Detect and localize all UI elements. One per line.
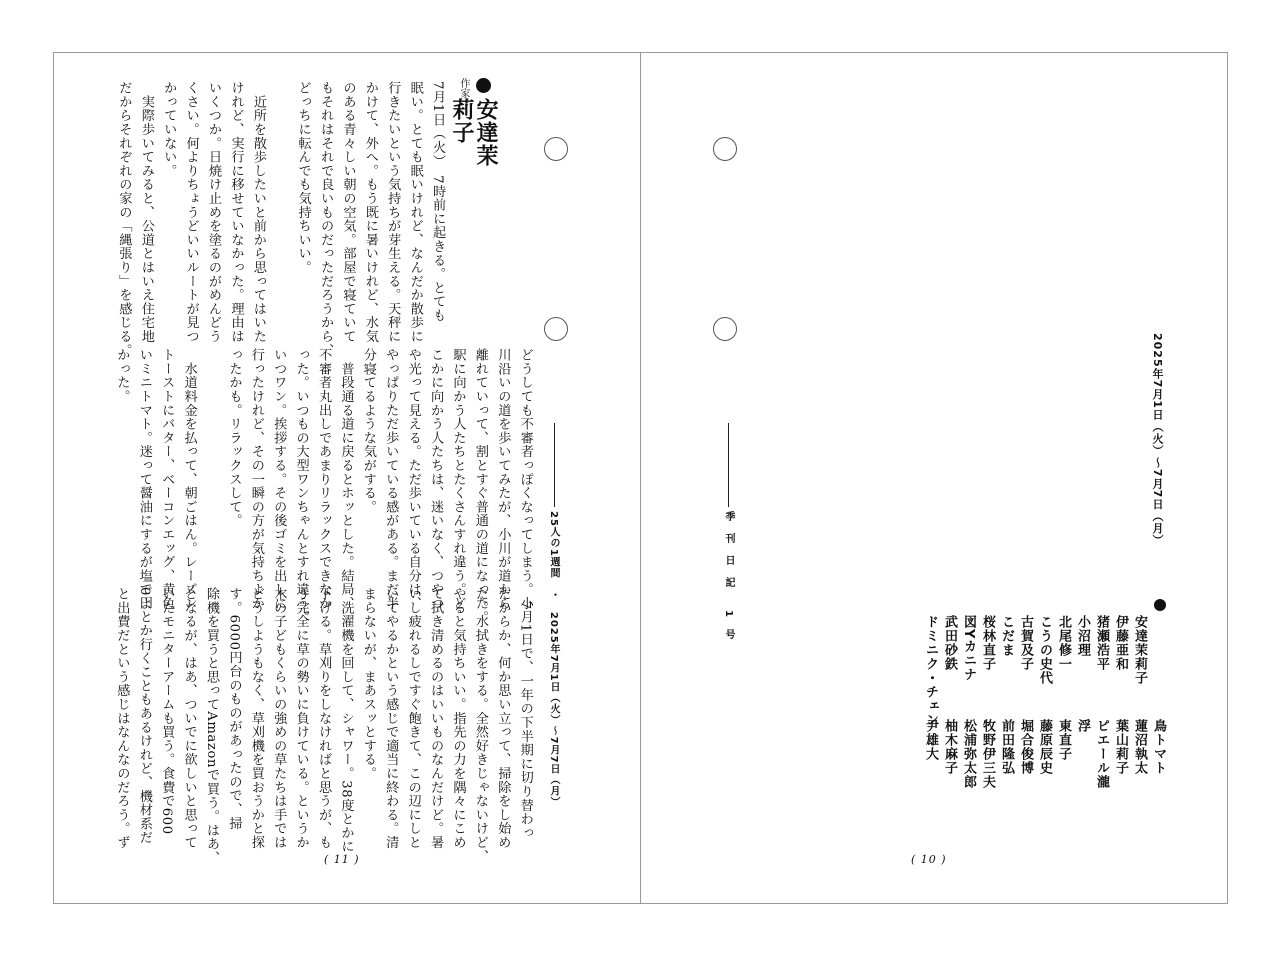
contributor-name: 牧野伊三夫 <box>980 719 995 789</box>
text-line: かけて、外へ。もう既に暑いけれど、水気 <box>362 81 378 344</box>
punch-hole-icon <box>544 317 568 341</box>
text-line: のある青々しい朝の空気。部屋で寝ていて <box>340 81 356 344</box>
text-line: 近所を散歩したいと前から思ってはいた <box>250 81 266 344</box>
contributor-name: 葉山莉子 <box>1113 719 1128 775</box>
text-line: 行きたいという気持ちが芽生える。天秤に <box>385 81 401 344</box>
punch-hole-icon <box>713 317 737 341</box>
contributor-name: 前田隆弘 <box>999 719 1014 775</box>
contributors-list-2 <box>921 719 1168 839</box>
contributor-name: ドミニク・チェン <box>923 615 938 727</box>
text-line: 普段通る道に戻るとホッとした。結局、 <box>338 348 354 611</box>
right-footer: 季 刊 日 記 1 号 <box>723 511 734 640</box>
text-line: やっぱりただ歩いている感がある。まだ半 <box>383 348 399 611</box>
text-line: だからそれぞれの家の「縄張り」を感じる。 <box>116 81 132 357</box>
text-line: 駅に向かう人たちとたくさんすれ違う。ど <box>450 348 466 611</box>
diary-block-c <box>110 587 536 865</box>
text-line: 除機を買うと思ってAmazonで買う。はあ、 <box>204 587 220 865</box>
text-line: 川沿いの道を歩いてみたが、小川が道から <box>495 348 511 611</box>
text-line: かっていない。 <box>161 81 177 178</box>
contributor-name: 図Yカニナ <box>961 615 976 682</box>
text-line: こかに向かう人たちは、迷いなく、つやつ <box>428 348 444 611</box>
left-page <box>53 52 641 904</box>
contributor-name: こうの史代 <box>1037 615 1052 685</box>
contributor-name: 柚木麻子 <box>942 719 957 775</box>
text-line: 分寝てるような気がする。 <box>360 348 376 514</box>
contributor-name: 浮 <box>1075 719 1090 733</box>
text-line: どっちに転んでも気持ちいい。 <box>295 81 311 275</box>
text-line <box>269 81 291 349</box>
page-number: ( 10 ) <box>911 853 947 866</box>
text-line: けれど、実行に移せていなかった。理由は <box>228 81 244 344</box>
contributor-name: 桜林直子 <box>980 615 995 671</box>
left-footer: 25人の1週間 ・ 2025年7月1日（火）〜7月7日（月） <box>548 511 559 808</box>
contributor-name: こだま <box>999 615 1014 657</box>
contributor-name: 堀合俊博 <box>1018 719 1033 775</box>
text-line: て拭き清めるのはいいものなんだけど。暑 <box>428 587 444 850</box>
author-name: 安達茉莉子 <box>449 98 498 167</box>
contributor-name: 北尾修一 <box>1056 615 1071 671</box>
contributor-name: 猪瀬浩平 <box>1094 615 1109 671</box>
text-line: 水道料金を払って、朝ごはん。レーズン <box>181 348 197 611</box>
text-line: かった。 <box>114 348 130 404</box>
text-line: 0円とか行くこともあるけれど、機材系だ <box>136 587 152 845</box>
text-line <box>200 348 222 578</box>
contributor-name: ピエール瀧 <box>1094 719 1109 789</box>
text-line: と出費だという感じはなんなのだろう。ず <box>114 587 130 850</box>
text-line: ったかも。リラックスして。 <box>226 348 242 528</box>
text-line: トーストにバター、ベーコンエッグ、黄色 <box>159 348 175 611</box>
text-line: たからか、何か思い立って、掃除をし始め <box>495 587 511 850</box>
text-line: 木の子どもくらいの強めの草たちは手では <box>271 587 287 850</box>
text-line: いたモニターアームも買う。食費で600 <box>159 587 175 835</box>
text-line: いミニトマト。迷って醤油にするが塩でよ <box>136 348 152 611</box>
text-line: 実際歩いてみると、公道とはいえ住宅地 <box>138 81 154 344</box>
page-number: ( 11 ) <box>324 853 360 866</box>
text-line: た。水拭きをする。全然好きじゃないけど、 <box>472 587 488 863</box>
contributor-name: 小沼理 <box>1075 615 1090 657</box>
text-line: った。いつもの大型ワンちゃんとすれ違う。 <box>293 348 309 624</box>
period-title: 2025年7月1日（火）〜7月7日（月） <box>1151 333 1164 547</box>
text-line: 下げる。草刈りをしなければと思うが、も <box>316 587 332 850</box>
punch-hole-icon <box>713 137 737 161</box>
diary-block-b <box>110 348 536 624</box>
text-line: 7月1日（火） 7時前に起きる。とても <box>430 81 446 323</box>
contributor-name: 安達茉莉子 <box>1132 615 1147 685</box>
text-line: 7月1日で、一年の下半期に切り替わっ <box>517 587 533 840</box>
text-line: いつワン。挨拶する。その後ゴミを出しに <box>271 348 287 611</box>
punch-hole-icon <box>544 137 568 161</box>
diary-block-a <box>112 81 448 357</box>
contributor-name: 伊藤亜和 <box>1113 615 1128 671</box>
text-line: いてやるかという感じで適当に終わる。清 <box>383 587 399 850</box>
contributor-name: 鳥トマト <box>1151 719 1166 775</box>
text-line: 洗濯機を回して、シャワー。38度とかに <box>338 587 354 854</box>
right-page <box>640 52 1228 904</box>
author-role: 作家 <box>458 78 469 98</box>
contributor-name: 古賀及子 <box>1018 615 1033 671</box>
contributor-name: 藤原辰史 <box>1037 719 1052 775</box>
bullet-icon <box>1154 599 1166 611</box>
text-line: となるが、はあ、ついでに欲しいと思って <box>181 587 197 850</box>
text-line: 行ったけれど、その一瞬の方が気持ちよか <box>248 348 264 611</box>
contributor-name: 武田砂鉄 <box>942 615 957 671</box>
text-line: 眠い。とても眠いけれど、なんだか散歩に <box>407 81 423 344</box>
text-line: くさい。何よりちょうどいいルートが見つ <box>183 81 199 344</box>
text-line: もそれはそれで良いものだっただろうから、 <box>318 81 334 357</box>
footer-rule <box>554 423 555 507</box>
contributor-name: 尹雄大 <box>923 719 938 761</box>
contributor-name: 東直子 <box>1056 719 1071 761</box>
text-line: どうしても不審者っぽくなってしまう。小 <box>517 348 533 611</box>
text-line: 離れていって、割とすぐ普通の道になった。 <box>472 348 488 624</box>
text-line: す。6000円台のものがあったので、掃 <box>226 587 242 830</box>
contributor-name: 松浦弥太郎 <box>961 719 976 789</box>
contributor-name: 蓮沼執太 <box>1132 719 1147 775</box>
text-line: どうしようもなく、草刈機を買おうかと探 <box>248 587 264 850</box>
text-line: 不審者丸出しであまりリラックスできなか <box>316 348 332 611</box>
text-line: や光って見える。ただ歩いている自分は、 <box>405 348 421 611</box>
text-line: いくつか。日焼け止めを塗るのがめんどう <box>206 81 222 344</box>
text-line: いし疲れるしですぐ飽きて、この辺にしと <box>405 587 421 850</box>
text-line: まらないが、まあスッとする。 <box>360 587 376 781</box>
footer-rule <box>728 423 729 507</box>
bullet-icon <box>476 78 491 93</box>
text-line: やると気持ちいい。指先の力を隅々にこめ <box>450 587 466 850</box>
text-line: う完全に草の勢いに負けている。というか <box>293 587 309 850</box>
